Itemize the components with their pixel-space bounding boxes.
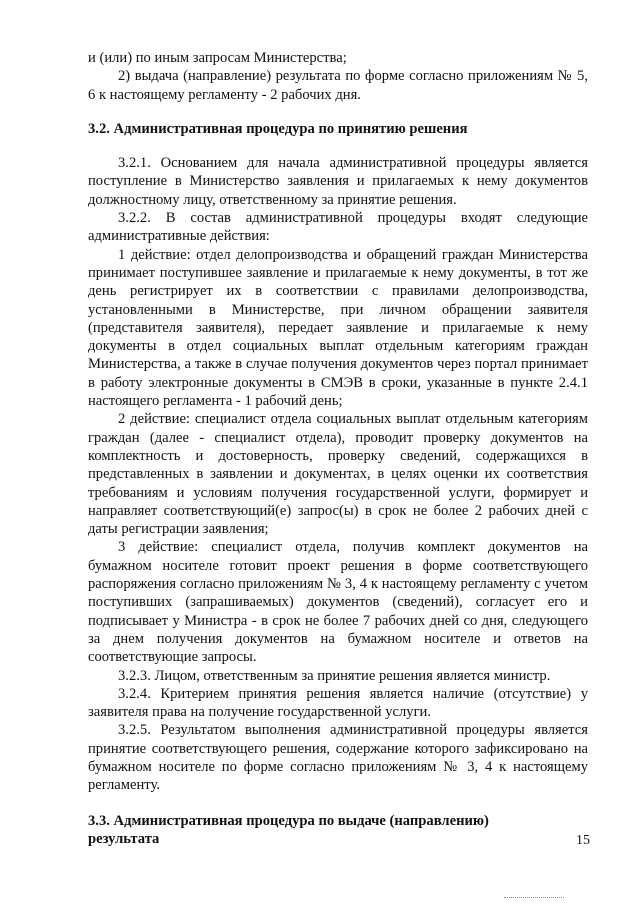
paragraph-action-1: 1 действие: отдел делопроизводства и обращений граждан Министерства принимает поступившее заявление и прилагаемые к нему документы, в тот же день регистрирует их в соответствии с правилами делопроизводства, установленными в Министерстве, при личном обращении заявителя (представителя заявителя), передает заявление и прилагаемые к нему документы в отдел социальных выплат отдельным категориям граждан Министерства, а также в случае получения документов через портал принимает в работу электронные документы в СМЭВ в сроки, указанные в пункте 2.4.1 настоящего регламента - 1 рабочий день; (88, 246, 588, 410)
scan-artifact (504, 897, 564, 900)
paragraph-action-2: 2 действие: специалист отдела социальных выплат отдельным категориям граждан (далее - специалист отдела), проводит проверку документов на комплектность и достоверность, проверку сведений, содержащихся в представленных в заявлении и документах, в целях оценки их соответствия требованиям и условиям получения государственной услуги, формирует и направляет соответствующий(е) запрос(ы) в срок не более 2 рабочих дней с даты регистрации заявления; (88, 411, 588, 538)
section-heading-3-2: 3.2. Административная процедура по принятию решения (88, 120, 468, 137)
paragraph-3-2-2: 3.2.2. В состав административной процедуры входят следующие административные действия: (88, 210, 588, 245)
page-number: 15 (576, 833, 590, 848)
paragraph-item-2: 2) выдача (направление) результата по форме согласно приложениям № 5, 6 к настоящему регламенту - 2 рабочих дня. (88, 68, 588, 103)
section-heading-3-3: 3.3. Административная процедура по выдаче (направлению) (88, 812, 489, 829)
section-heading-3-3-line-2: результата (88, 830, 160, 847)
paragraph-action-3: 3 действие: специалист отдела, получив комплект документов на бумажном носителе готовит проект решения в форме соответствующего распоряжения согласно приложениям № 3, 4 к настоящему регламенту с учетом поступивших (запрашиваемых) документов (сведений), согласует его и подписывает у Министра - в срок не более 7 рабочих дней со дня, следующего за днем получения документов на бумажном носителе и ответов на соответствующие запросы. (88, 539, 588, 666)
paragraph-3-2-1: 3.2.1. Основанием для начала административной процедуры является поступление в Министерство заявления и прилагаемых к нему документов должностному лицу, ответственному за принятие решения. (88, 155, 588, 208)
paragraph-3-2-4: 3.2.4. Критерием принятия решения является наличие (отсутствие) у заявителя права на получение государственной услуги. (88, 685, 588, 721)
paragraph-continuation: и (или) по иным запросам Министерства; (88, 50, 347, 66)
paragraph-3-2-3: 3.2.3. Лицом, ответственным за принятие решения является министр. (118, 667, 551, 684)
paragraph-3-2-5: 3.2.5. Результатом выполнения административной процедуры является принятие соответствующего решения, содержание которого зафиксировано на бумажном носителе по форме согласно приложениям № 3, 4 к настоящему регламенту. (88, 722, 588, 794)
document-body (88, 49, 588, 848)
